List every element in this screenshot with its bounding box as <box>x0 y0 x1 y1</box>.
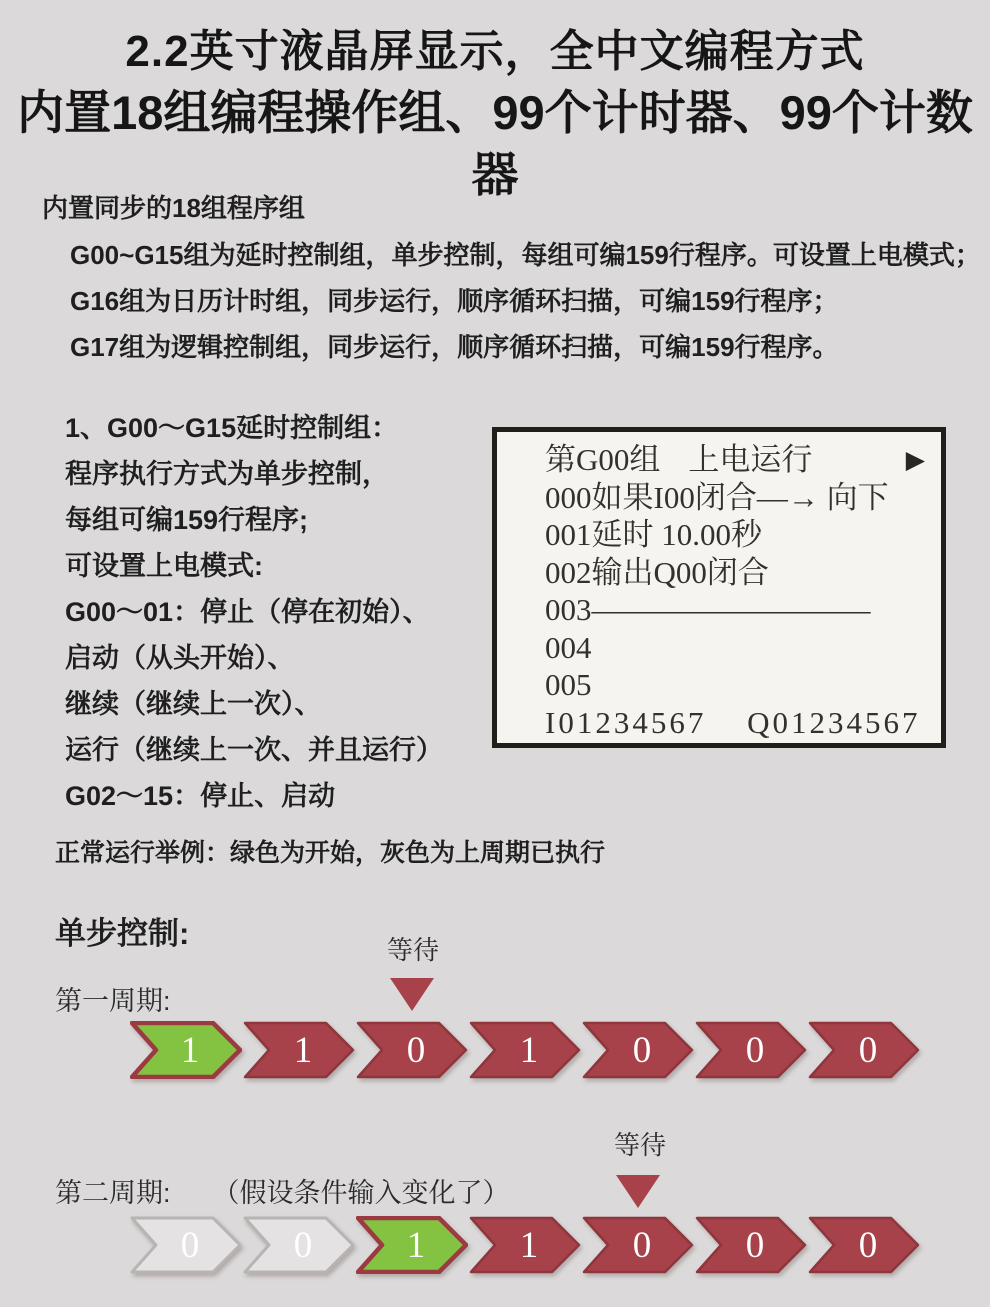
intro-line: G17组为逻辑控制组，同步运行，顺序循环扫描，可编159行程序。 <box>70 332 839 362</box>
chevron-step-red <box>695 1216 807 1274</box>
chevron-step-value: 0 <box>632 1225 652 1266</box>
lcd-program-line: 004 <box>545 629 592 665</box>
page-title-line2: 内置18组编程操作组、99个计时器、99个计数器 <box>17 86 973 201</box>
chevron-step-red <box>695 1021 807 1079</box>
page-title-line1: 2.2英寸液晶屏显示，全中文编程方式 <box>125 27 865 76</box>
chevron-step-value: 0 <box>745 1030 765 1071</box>
chevron-step-value: 0 <box>180 1225 200 1266</box>
chevron-step-red <box>808 1216 920 1274</box>
chevron-step-value: 0 <box>632 1030 652 1071</box>
lcd-program-line: 005 <box>545 667 592 702</box>
chevron-step-value: 1 <box>519 1030 539 1071</box>
chevron-step-red <box>243 1021 355 1079</box>
cycle-step-row <box>130 1216 920 1274</box>
cycle-label-text: 第二周期: <box>55 1178 171 1208</box>
chevron-step-green <box>130 1021 242 1079</box>
chevron-step-value: 1 <box>293 1030 313 1071</box>
wait-arrow-icon <box>616 1175 660 1208</box>
chevron-step-value: 0 <box>293 1225 313 1266</box>
feature-line: 启动（从头开始）、 <box>65 643 295 673</box>
example-note: 正常运行举例：绿色为开始，灰色为上周期已执行 <box>55 839 606 867</box>
feature-line: 继续（继续上一次）、 <box>65 689 322 719</box>
lcd-header-line <box>545 441 933 479</box>
cycle-step-row <box>130 1021 920 1079</box>
play-cursor-icon: ▶ <box>905 445 925 474</box>
lcd-output-status: Q01234567 <box>747 704 921 740</box>
chevron-step-red <box>469 1216 581 1274</box>
intro-lines <box>70 232 981 370</box>
cycle-label <box>55 979 171 1018</box>
chevron-step-value: 1 <box>406 1225 426 1266</box>
page-title <box>0 22 990 206</box>
chevron-step-red <box>469 1021 581 1079</box>
intro-line: G00~G15组为延时控制组，单步控制，每组可编159行程序。可设置上电模式； <box>70 240 981 270</box>
intro-heading: 内置同步的18组程序组 <box>42 193 305 223</box>
feature-line: 可设置上电模式: <box>65 551 263 581</box>
lcd-screen-mockup <box>492 427 946 748</box>
lcd-program-line: 002输出Q00闭合 <box>545 554 769 590</box>
cycle-label-note: （假设条件输入变化了） <box>212 1178 510 1208</box>
chevron-step-value: 1 <box>180 1030 200 1071</box>
lcd-program-line: 003–––––––––––––––––– <box>545 592 871 627</box>
feature-line: 每组可编159行程序; <box>65 505 309 535</box>
wait-arrow-icon <box>390 978 434 1011</box>
chevron-step-green <box>356 1216 468 1274</box>
feature-line: 运行（继续上一次、并且运行） <box>65 735 443 765</box>
feature-line: G02～15：停止、启动 <box>65 781 336 811</box>
chevron-step-value: 0 <box>745 1225 765 1266</box>
chevron-step-gray <box>243 1216 355 1274</box>
intro-line: G16组为日历计时组，同步运行，顺序循环扫描，可编159行程序； <box>70 286 839 316</box>
feature-line: 程序执行方式为单步控制， <box>65 459 389 489</box>
cycle-label-text: 第一周期: <box>55 986 171 1016</box>
chevron-step-value: 0 <box>858 1030 878 1071</box>
chevron-step-value: 0 <box>858 1225 878 1266</box>
lcd-group-label: 第G00组 <box>545 442 661 477</box>
feature-text-column <box>65 405 443 819</box>
chevron-step-red <box>808 1021 920 1079</box>
cycle-label <box>55 1171 510 1210</box>
lcd-program-line: 001延时 10.00秒 <box>545 517 762 552</box>
lcd-program-line: 000如果I00闭合—→ 向下 <box>545 479 889 515</box>
wait-label: 等待 <box>613 1130 666 1160</box>
chevron-step-value: 1 <box>519 1225 539 1266</box>
chevron-step-red <box>582 1021 694 1079</box>
feature-line: G00～01：停止（停在初始）、 <box>65 597 430 627</box>
wait-label: 等待 <box>386 935 439 965</box>
mode-label: 单步控制: <box>55 916 190 951</box>
chevron-step-value: 0 <box>406 1030 426 1071</box>
lcd-mode-label: 上电运行 <box>688 442 813 477</box>
chevron-step-red <box>356 1021 468 1079</box>
lcd-input-status: I01234567 <box>545 704 707 740</box>
lcd-io-status-line <box>545 704 933 742</box>
chevron-step-red <box>582 1216 694 1274</box>
chevron-step-gray <box>130 1216 242 1274</box>
feature-line: 1、G00～G15延时控制组： <box>65 413 399 443</box>
